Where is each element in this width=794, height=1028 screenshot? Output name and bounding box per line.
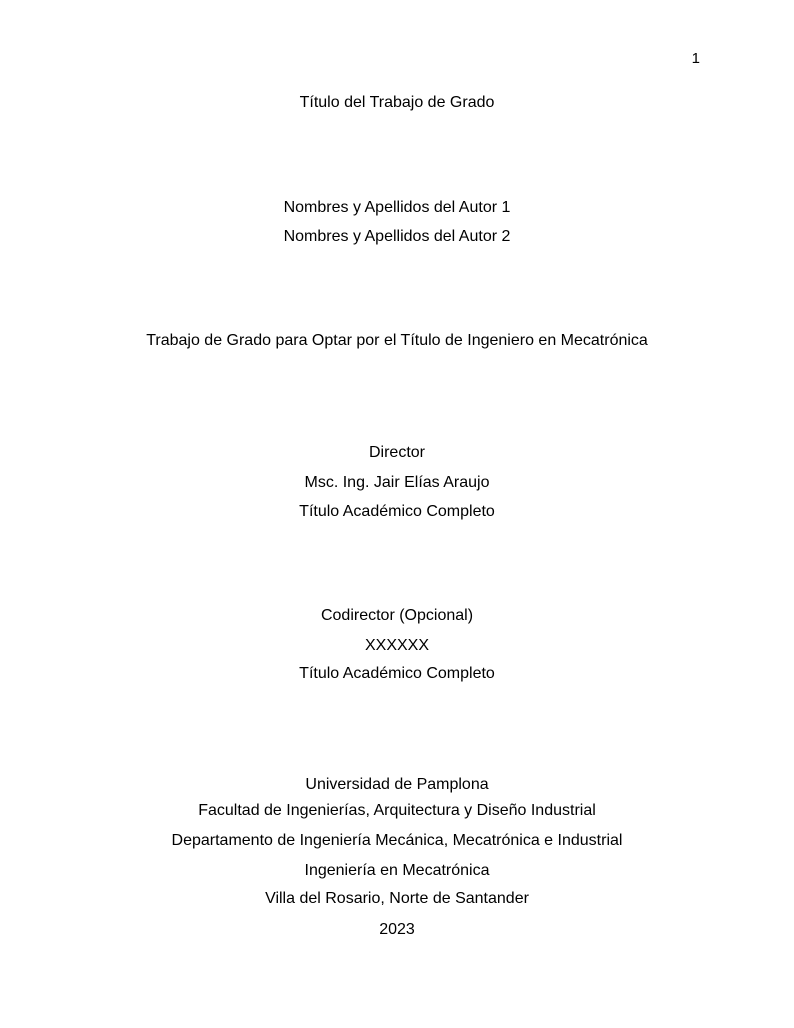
page-number: 1 [691,50,700,67]
institution-program: Ingeniería en Mecatrónica [304,862,490,879]
institution-location: Villa del Rosario, Norte de Santander [265,890,529,907]
codirector-heading: Codirector (Opcional) [320,607,474,624]
institution-university: Universidad de Pamplona [305,776,489,793]
codirector-academic-title: Título Académico Completo [299,665,495,682]
institution-department: Departamento de Ingeniería Mecánica, Mecatrónica e Industrial [171,832,623,849]
author-1: Nombres y Apellidos del Autor 1 [283,199,511,216]
author-2: Nombres y Apellidos del Autor 2 [283,228,511,245]
codirector-name: XXXXXX [364,637,430,654]
institution-faculty: Facultad de Ingenierías, Arquitectura y Diseño Industrial [198,802,596,819]
institution-year: 2023 [379,921,415,938]
director-name: Msc. Ing. Jair Elías Araujo [304,474,490,491]
director-academic-title: Título Académico Completo [299,503,495,520]
degree-statement: Trabajo de Grado para Optar por el Título de Ingeniero en Mecatrónica [146,332,648,349]
director-heading: Director [368,444,425,461]
thesis-title: Título del Trabajo de Grado [299,94,495,111]
